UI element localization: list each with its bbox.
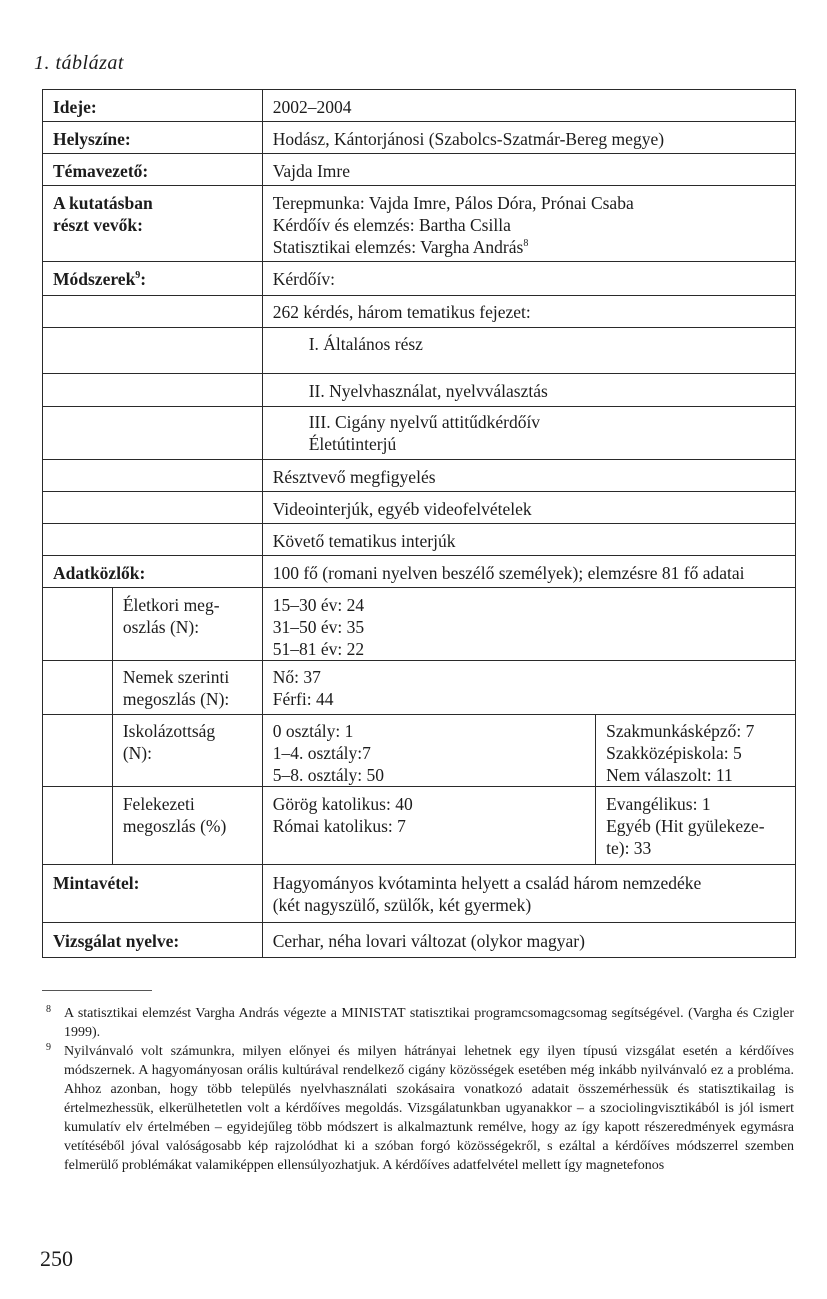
mintavetel-line: (két nagyszülő, szülők, két gyermek) bbox=[272, 895, 532, 915]
kutatasban-value bbox=[262, 186, 795, 262]
kutatasban-label-line2: részt vevők: bbox=[53, 215, 143, 235]
eletkor-value: 51–81 év: 22 bbox=[272, 639, 365, 659]
iskola-value: 0 osztály: 1 bbox=[272, 721, 354, 741]
eletkor-label bbox=[112, 588, 262, 661]
footnote-divider bbox=[42, 990, 152, 991]
footnote-8 bbox=[42, 1004, 794, 1042]
footnote-9 bbox=[42, 1042, 794, 1175]
page-number: 250 bbox=[40, 1246, 73, 1271]
table-row bbox=[43, 296, 796, 328]
table-row bbox=[43, 661, 796, 715]
nyelv-label: Vizsgálat nyelve: bbox=[43, 923, 263, 958]
fejezet-1: I. Általános rész bbox=[262, 328, 795, 374]
footnote-text: Nyilvánvaló volt számunkra, milyen előnyei és milyen hátrányai lehetnek egy ilyen típusú vizsgálat esetén a kérdőíves módszernek. A hagyományosan orális kultúrával rendelkező cigány közösségek esetében még inkább nyilvánvaló ez a probléma. Ahhoz azonban, hogy több település nyelvhasználati szokásaira vonatkozó adatait összemérhessük és statisztikailag is értelmezhessük, elkerülhetetlen volt a kérdőíves megoldás. Vizsgálatunkban ugyanakkor – a szociolingvisztikából is jól ismert kumulatív elv értelmében – egyidejűleg több módszert is alkalmaztunk remélve, hogy az így kapott részeredmények egymásra vetítéséből jóval valóságosabb kép rajzolódhat ki a szóban forgó közösségekről, s ezáltal a kérdőíves módszerrel szemben felmerülő problémákat valamiképpen ellensúlyozhatjuk. A kérdőíves adatfelvétel mellett így magnetefonos bbox=[64, 1044, 794, 1173]
table-row bbox=[43, 262, 796, 296]
table-row bbox=[43, 787, 796, 865]
koveto-value: Követő tematikus interjúk bbox=[262, 524, 795, 556]
footnote-mark: 8 bbox=[46, 1004, 51, 1015]
participant-line-text: Statisztikai elemzés: Vargha András bbox=[272, 237, 524, 257]
footnote-ref-9: 9 bbox=[135, 270, 141, 282]
participant-line bbox=[273, 236, 795, 258]
table-row bbox=[43, 588, 796, 661]
table-row bbox=[43, 407, 796, 460]
iskola-value: 1–4. osztály:7 bbox=[272, 743, 371, 763]
table-row bbox=[43, 374, 796, 407]
eletkor-values bbox=[262, 588, 795, 661]
fejezet-3-text: III. Cigány nyelvű attitűdkérdőív bbox=[308, 412, 541, 432]
felekezet-col1 bbox=[262, 787, 595, 865]
eletkor-value: 31–50 év: 35 bbox=[272, 617, 365, 637]
eletutinterju-text: Életútinterjú bbox=[308, 434, 397, 454]
felekezet-value: Egyéb (Hit gyülekeze- bbox=[606, 816, 765, 836]
table-row bbox=[43, 923, 796, 958]
felekezet-value: Evangélikus: 1 bbox=[606, 794, 711, 814]
table-row bbox=[43, 154, 796, 186]
eletkor-label-line2: oszlás (N): bbox=[122, 617, 200, 637]
nemek-values bbox=[262, 661, 795, 715]
iskola-value: Szakközépiskola: 5 bbox=[606, 743, 742, 763]
table-caption: 1. táblázat bbox=[34, 52, 124, 74]
felekezet-label-line1: Felekezeti bbox=[122, 794, 195, 814]
felekezet-value: Római katolikus: 7 bbox=[272, 816, 406, 836]
ideje-value: 2002–2004 bbox=[262, 90, 795, 122]
footnote-mark: 9 bbox=[46, 1042, 51, 1053]
iskola-value: Szakmunkásképző: 7 bbox=[606, 721, 755, 741]
felekezet-value: te): 33 bbox=[606, 838, 652, 858]
adatkozlok-value: 100 fő (romani nyelven beszélő személyek); elemzésre 81 fő adatai bbox=[262, 556, 795, 588]
eletkor-value: 15–30 év: 24 bbox=[272, 595, 365, 615]
felekezet-value: Görög katolikus: 40 bbox=[272, 794, 413, 814]
table-row bbox=[43, 865, 796, 923]
participant-line: Terepmunka: Vajda Imre, Pálos Dóra, Prónai Csaba bbox=[272, 193, 634, 213]
nemek-label-line1: Nemek szerinti bbox=[122, 667, 230, 687]
table-row bbox=[43, 90, 796, 122]
table-row bbox=[43, 186, 796, 262]
felekezet-col2 bbox=[596, 787, 796, 865]
helyszine-label: Helyszíne: bbox=[43, 122, 263, 154]
table-row bbox=[43, 715, 796, 787]
footnote-text: A statisztikai elemzést Vargha András végezte a MINISTAT statisztikai programcsomagcsomag segítségével. (Vargha és Czigler 1999). bbox=[64, 1006, 794, 1040]
kutatasban-label-line1: A kutatásban bbox=[53, 193, 153, 213]
nemek-label-line2: megoszlás (N): bbox=[122, 689, 230, 709]
modszerek-label-text: Módszerek bbox=[53, 269, 136, 289]
participant-line: Kérdőív és elemzés: Bartha Csilla bbox=[272, 215, 511, 235]
temavezeto-label: Témavezető: bbox=[43, 154, 263, 186]
mintavetel-value bbox=[262, 865, 795, 923]
iskola-value: Nem válaszolt: 11 bbox=[606, 765, 733, 785]
kerdoiv-label: Kérdőív: bbox=[262, 262, 795, 296]
iskola-label-line2: (N): bbox=[122, 743, 152, 763]
mintavetel-label: Mintavétel: bbox=[43, 865, 263, 923]
temavezeto-value: Vajda Imre bbox=[262, 154, 795, 186]
adatkozlok-label: Adatközlők: bbox=[43, 556, 263, 588]
kerdesek-value: 262 kérdés, három tematikus fejezet: bbox=[262, 296, 795, 328]
iskola-value: 5–8. osztály: 50 bbox=[272, 765, 385, 785]
ideje-label: Ideje: bbox=[43, 90, 263, 122]
megfigyeles-value: Résztvevő megfigyelés bbox=[262, 460, 795, 492]
modszerek-label-colon: : bbox=[140, 269, 147, 289]
nemek-label bbox=[112, 661, 262, 715]
nemek-value: Férfi: 44 bbox=[272, 689, 334, 709]
felekezet-label-line2: megoszlás (%) bbox=[122, 816, 227, 836]
iskola-col1 bbox=[262, 715, 595, 787]
video-value: Videointerjúk, egyéb videofelvételek bbox=[262, 492, 795, 524]
modszerek-label bbox=[43, 262, 263, 296]
eletkor-label-line1: Életkori meg- bbox=[122, 595, 220, 615]
mintavetel-line: Hagyományos kvótaminta helyett a család három nemzedéke bbox=[272, 873, 702, 893]
iskola-col2 bbox=[596, 715, 796, 787]
iskola-label bbox=[112, 715, 262, 787]
nyelv-value: Cerhar, néha lovari változat (olykor magyar) bbox=[262, 923, 795, 958]
fejezet-3 bbox=[262, 407, 795, 460]
iskola-label-line1: Iskolázottság bbox=[122, 721, 216, 741]
table-row bbox=[43, 328, 796, 374]
footnotes bbox=[42, 1004, 794, 1175]
table-row bbox=[43, 460, 796, 492]
kutatasban-label bbox=[43, 186, 263, 262]
fejezet-2: II. Nyelvhasználat, nyelvválasztás bbox=[262, 374, 795, 407]
felekezet-label bbox=[112, 787, 262, 865]
table-row bbox=[43, 492, 796, 524]
table-row bbox=[43, 524, 796, 556]
footnote-ref-8: 8 bbox=[523, 238, 529, 250]
nemek-value: Nő: 37 bbox=[272, 667, 321, 687]
helyszine-value: Hodász, Kántorjánosi (Szabolcs-Szatmár-Bereg megye) bbox=[262, 122, 795, 154]
table-row bbox=[43, 122, 796, 154]
table-row bbox=[43, 556, 796, 588]
research-table bbox=[42, 89, 796, 958]
